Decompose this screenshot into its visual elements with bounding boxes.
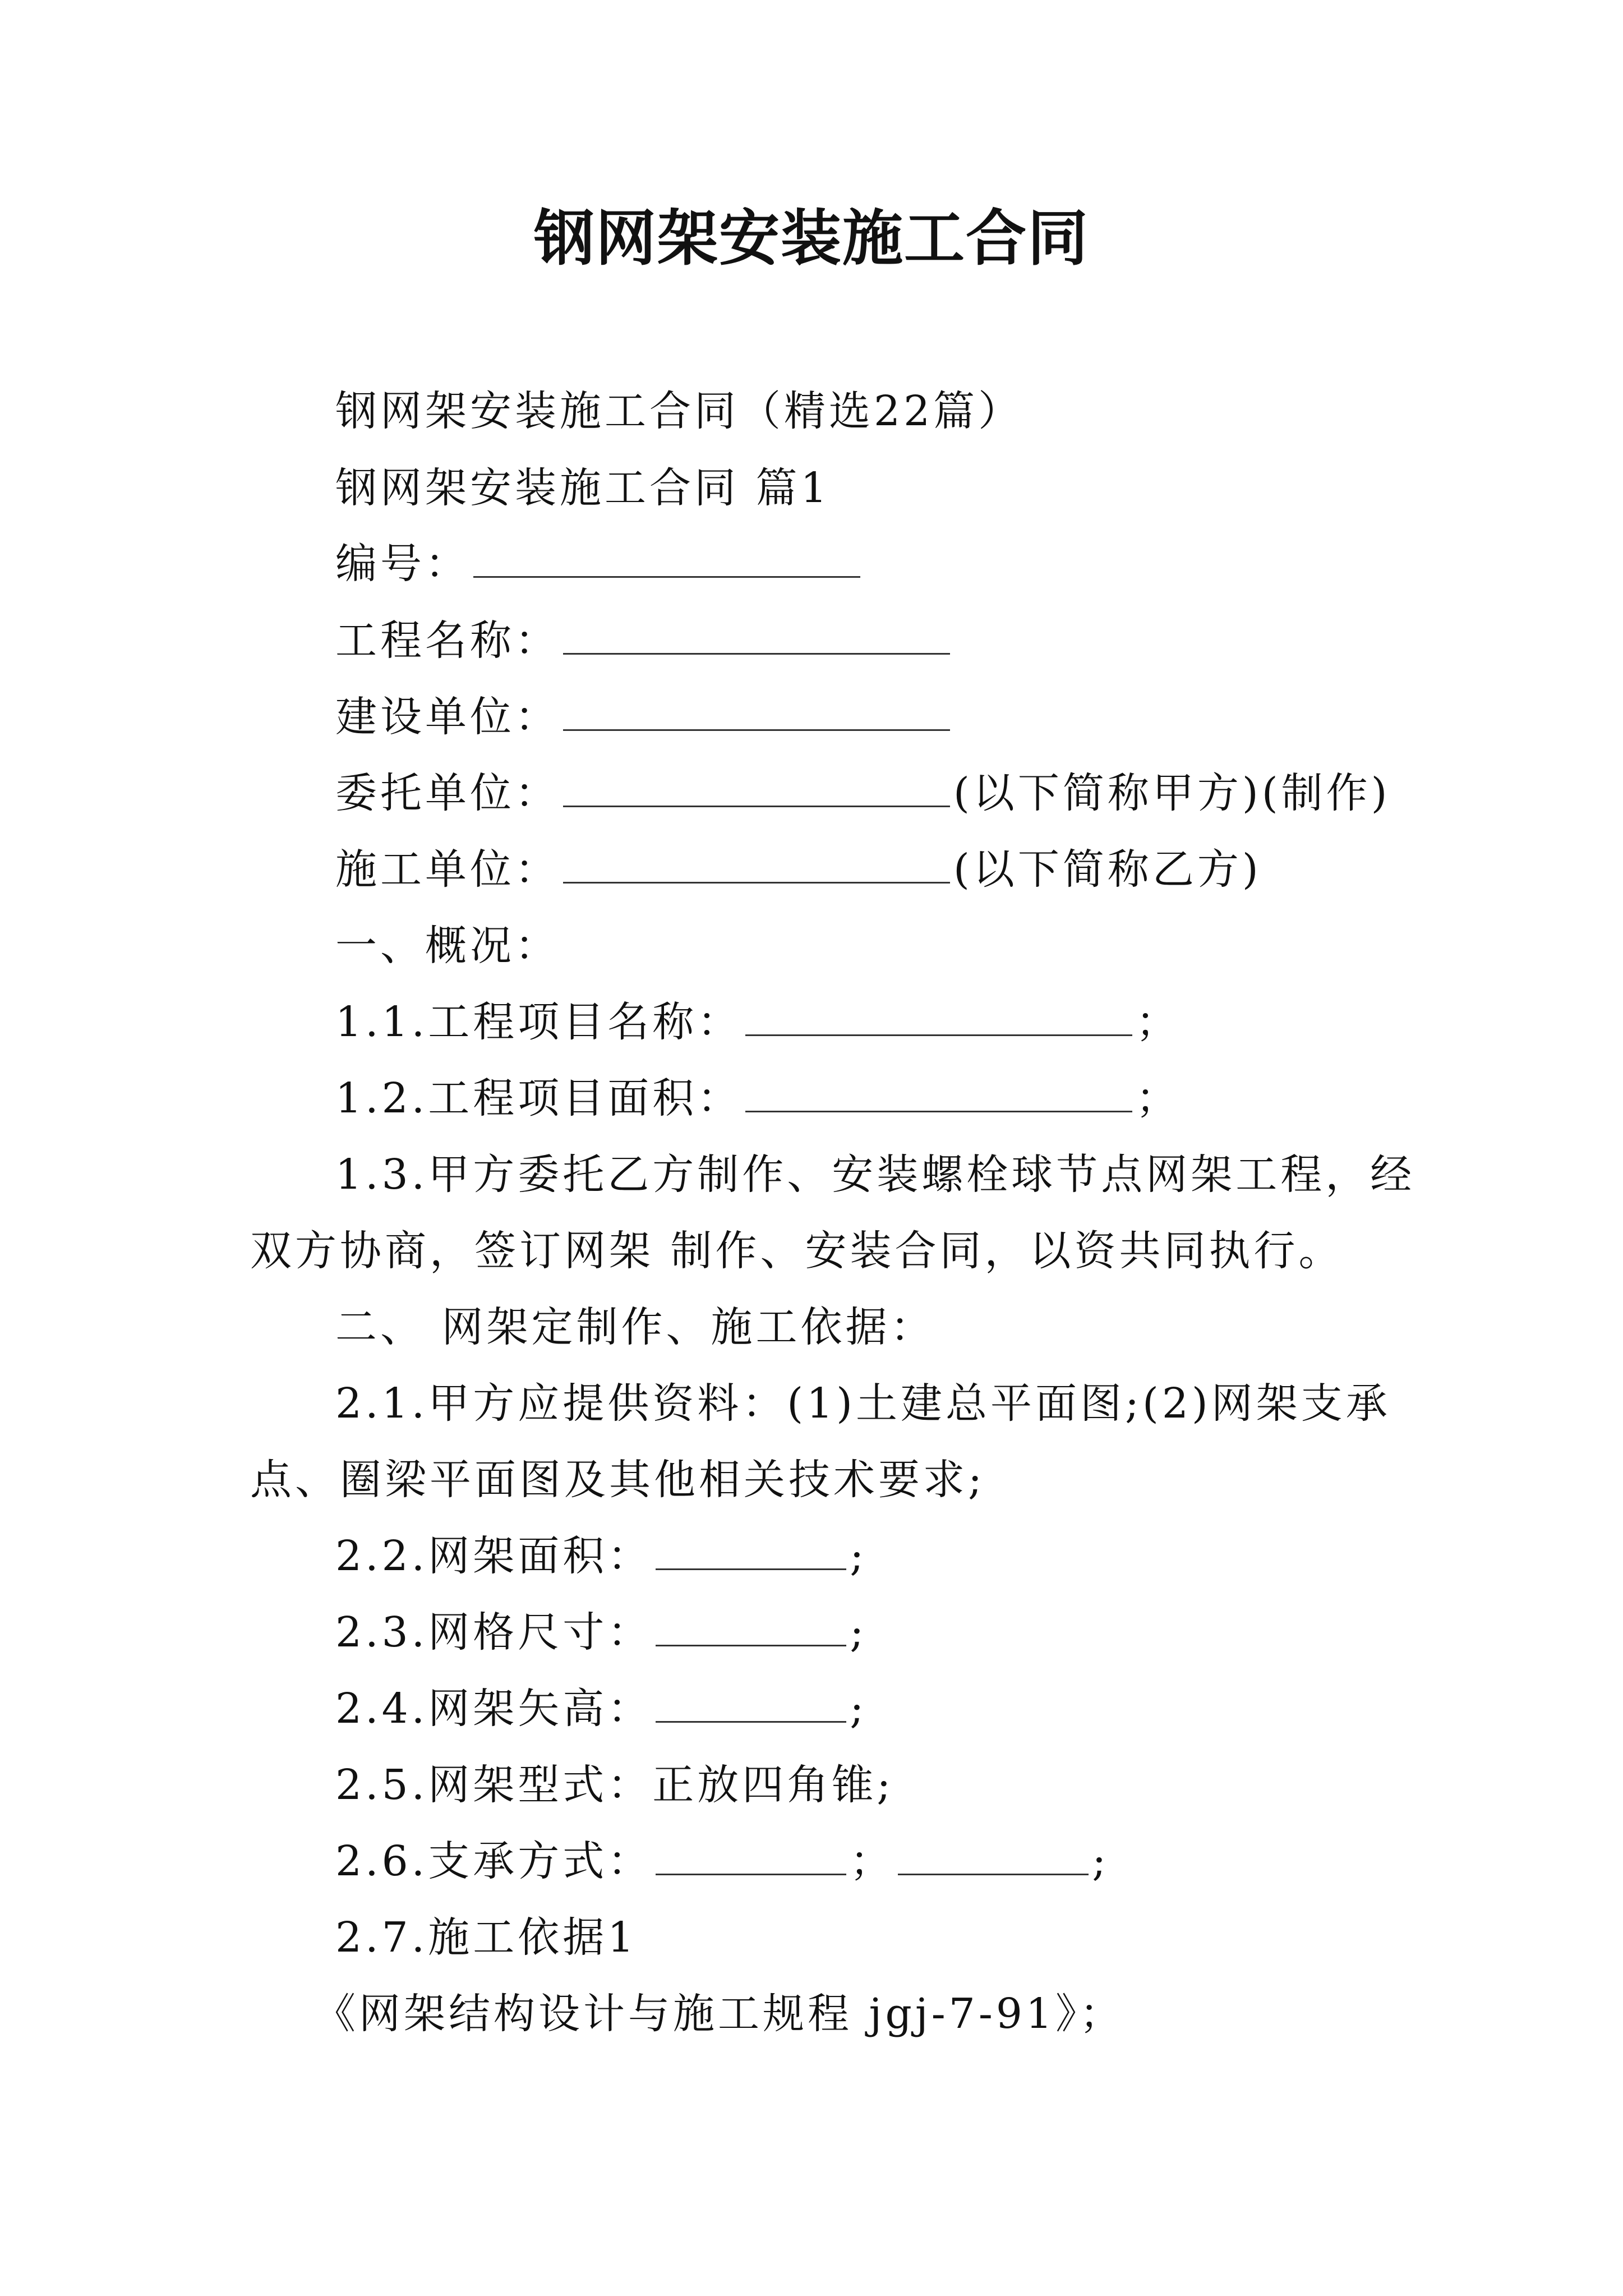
item-1-1-label: 1.1.工程项目名称： xyxy=(335,998,743,1046)
item-2-7: 2.7.施工依据1 xyxy=(335,1913,638,1962)
number-blank xyxy=(473,537,860,578)
item-1-1-end: ； xyxy=(1136,998,1181,1046)
item-2-6-end: ; xyxy=(1092,1837,1110,1885)
item-2-3-label: 2.3.网格尺寸： xyxy=(335,1608,653,1657)
section-heading: 钢网架安装施工合同 篇1 xyxy=(335,464,831,512)
construction-unit-blank xyxy=(563,690,950,731)
number-field xyxy=(335,536,864,592)
item-2-7-reference: 《网架结构设计与施工规程 jgj-7-91》； xyxy=(314,1990,1125,2038)
construction-unit-label: 建设单位： xyxy=(335,693,560,741)
number-label: 编号： xyxy=(335,540,470,588)
client-unit-suffix: (以下简称甲方)(制作) xyxy=(953,769,1391,817)
item-2-1-line2: 点、圈梁平面图及其他相关技术要求; xyxy=(250,1456,985,1504)
client-unit-blank xyxy=(563,766,950,807)
project-name-field xyxy=(335,613,953,669)
item-2-5: 2.5.网架型式：正放四角锥; xyxy=(335,1761,895,1809)
item-1-3-line2: 双方协商，签订网架 制作、安装合同，以资共同执行。 xyxy=(250,1227,1344,1275)
builder-unit-blank xyxy=(563,843,950,884)
builder-unit-label: 施工单位： xyxy=(335,845,560,894)
item-2-2-blank xyxy=(656,1529,846,1570)
project-name-blank xyxy=(563,614,950,655)
client-unit-label: 委托单位： xyxy=(335,769,560,817)
item-2-3-end: ; xyxy=(850,1608,868,1657)
item-2-1-line1: 2.1.甲方应提供资料：(1)土建总平面图;(2)网架支承 xyxy=(335,1379,1391,1428)
item-1-2-end: ； xyxy=(1136,1074,1181,1122)
item-1-1 xyxy=(335,994,1181,1050)
construction-unit-field xyxy=(335,689,953,745)
item-2-6-mid: ； xyxy=(850,1837,895,1885)
item-2-3 xyxy=(335,1604,867,1660)
item-2-2-label: 2.2.网架面积： xyxy=(335,1532,653,1580)
item-2-6-blank-1 xyxy=(656,1834,846,1875)
item-2-4-blank xyxy=(656,1682,846,1723)
item-2-3-blank xyxy=(656,1605,846,1646)
item-2-4-label: 2.4.网架矢高： xyxy=(335,1685,653,1733)
document-subtitle: 钢网架安装施工合同（精选22篇） xyxy=(335,387,1023,435)
item-2-2-end: ; xyxy=(850,1532,868,1580)
item-1-2-label: 1.2.工程项目面积： xyxy=(335,1074,743,1122)
document-title: 钢网架安装施工合同 xyxy=(533,203,1089,274)
item-2-6-label: 2.6.支承方式： xyxy=(335,1837,653,1885)
builder-unit-suffix: (以下简称乙方) xyxy=(953,845,1262,894)
builder-unit-field xyxy=(335,841,1262,898)
item-1-1-blank xyxy=(745,995,1132,1036)
item-1-2 xyxy=(335,1070,1181,1126)
item-2-4-end: ; xyxy=(850,1685,868,1733)
item-1-3-line1: 1.3.甲方委托乙方制作、安装螺栓球节点网架工程，经 xyxy=(335,1151,1415,1199)
item-1-2-blank xyxy=(745,1071,1132,1112)
project-name-label: 工程名称： xyxy=(335,616,560,665)
item-2-6-blank-2 xyxy=(898,1834,1089,1875)
item-2-2 xyxy=(335,1528,867,1584)
client-unit-field xyxy=(335,765,1390,821)
item-2-6 xyxy=(335,1833,1109,1889)
overview-heading: 一、概况： xyxy=(335,922,560,970)
basis-heading: 二、 网架定制作、施工依据： xyxy=(335,1303,935,1351)
item-2-4 xyxy=(335,1681,867,1737)
